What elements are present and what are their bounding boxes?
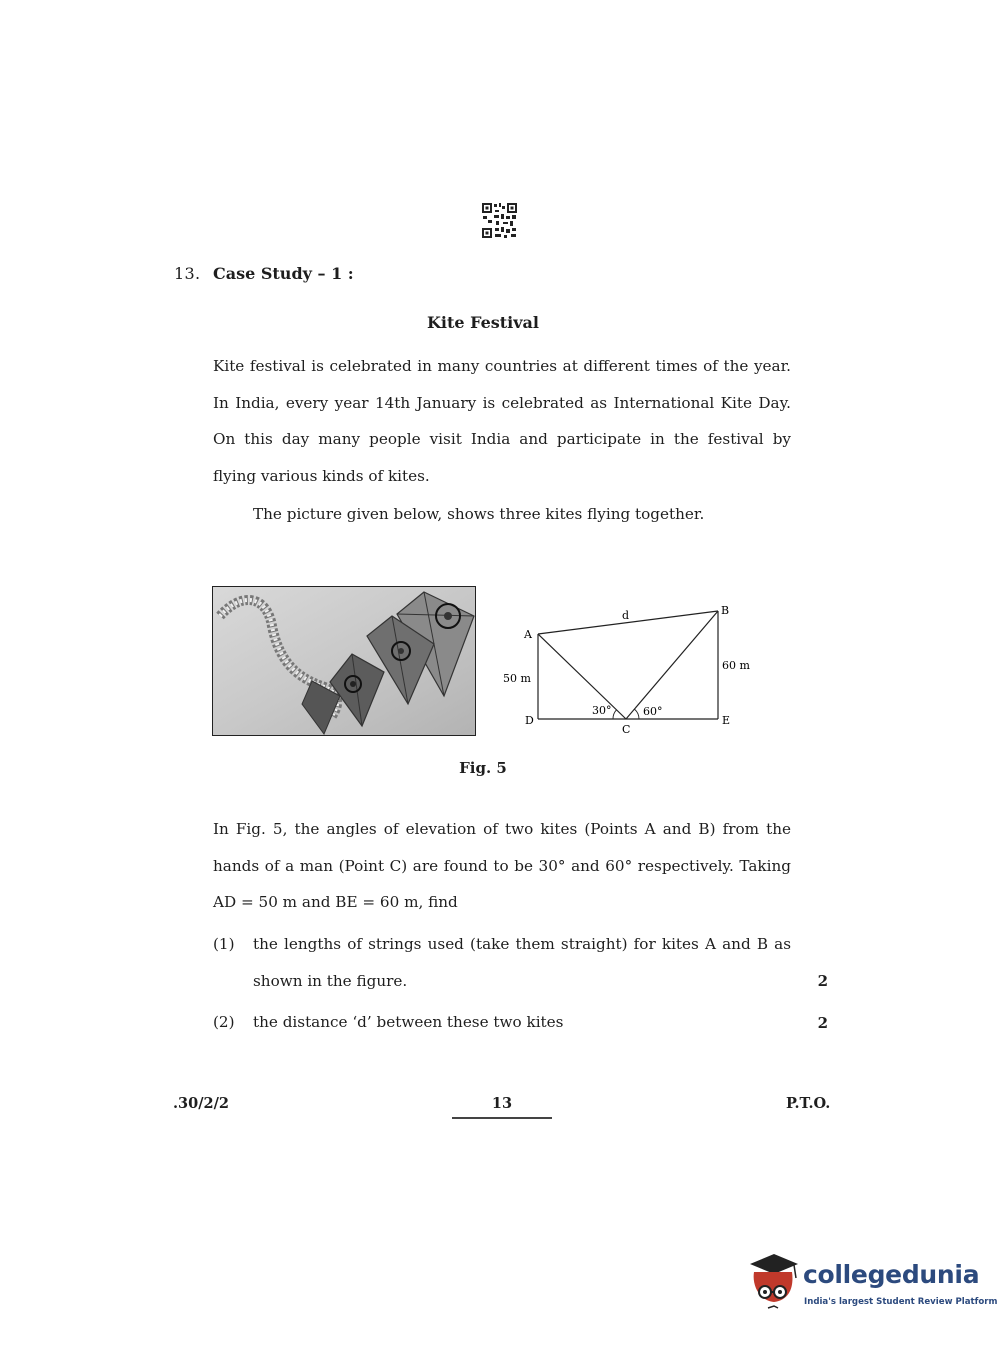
intro-paragraph — [213, 348, 791, 494]
brand-tagline: India's largest Student Review Platform — [804, 1297, 998, 1307]
figure-caption: Fig. 5 — [459, 759, 507, 777]
label-angle-a: 30° — [592, 704, 612, 717]
intro-line: Kite festival is celebrated in many countries at different times of the year. — [213, 357, 791, 375]
part-1-number: (1) — [213, 935, 235, 953]
problem-paragraph — [213, 811, 791, 921]
problem-line: In Fig. 5, the angles of elevation of two kites (Points A and B) from the — [213, 820, 791, 838]
intro-line: flying various kinds of kites. — [213, 466, 430, 485]
label-ad-length: 50 m — [503, 672, 531, 685]
label-d-distance: d — [622, 609, 630, 622]
intro-line: On this day many people visit India and participate in the festival by — [213, 430, 791, 448]
kites-photo — [212, 586, 476, 736]
fig5-diagram — [496, 598, 768, 740]
case-study-heading: Case Study – 1 : — [213, 264, 354, 283]
collegedunia-mascot-icon — [744, 1250, 804, 1312]
paper-code: .30/2/2 — [173, 1095, 229, 1112]
label-d: D — [525, 714, 534, 727]
problem-line: AD = 50 m and BE = 60 m, find — [213, 893, 458, 911]
label-b: B — [721, 604, 730, 617]
question-number: 13. — [174, 264, 201, 283]
label-a: A — [524, 628, 532, 641]
part-2-text — [253, 1004, 791, 1041]
line-bc — [626, 611, 718, 719]
brand-name: collegedunia — [803, 1260, 980, 1289]
part-1-marks: 2 — [817, 972, 828, 990]
part-2-marks: 2 — [817, 1014, 828, 1032]
label-e: E — [722, 714, 731, 727]
label-be-length: 60 m — [722, 659, 750, 672]
page-number: 13 — [491, 1095, 513, 1112]
part-line: the distance ‘d’ between these two kites — [253, 1013, 564, 1031]
label-c: C — [622, 723, 631, 736]
pto-label: P.T.O. — [786, 1095, 831, 1112]
intro-line: In India, every year 14th January is celebrated as International Kite Day. — [213, 393, 791, 412]
page-number-underline — [452, 1117, 552, 1119]
part-line: the lengths of strings used (take them straight) for kites A and B as — [253, 935, 791, 953]
qr-code — [481, 202, 518, 239]
part-1-text — [253, 926, 791, 999]
line-ac — [538, 634, 626, 719]
label-angle-b: 60° — [643, 705, 663, 718]
problem-line: hands of a man (Point C) are found to be 30° and 60° respectively. Taking — [213, 856, 791, 875]
part-2-number: (2) — [213, 1013, 235, 1031]
case-study-title: Kite Festival — [426, 313, 539, 332]
part-line: shown in the figure. — [253, 971, 408, 990]
picture-sentence: The picture given below, shows three kites flying together. — [253, 505, 705, 523]
